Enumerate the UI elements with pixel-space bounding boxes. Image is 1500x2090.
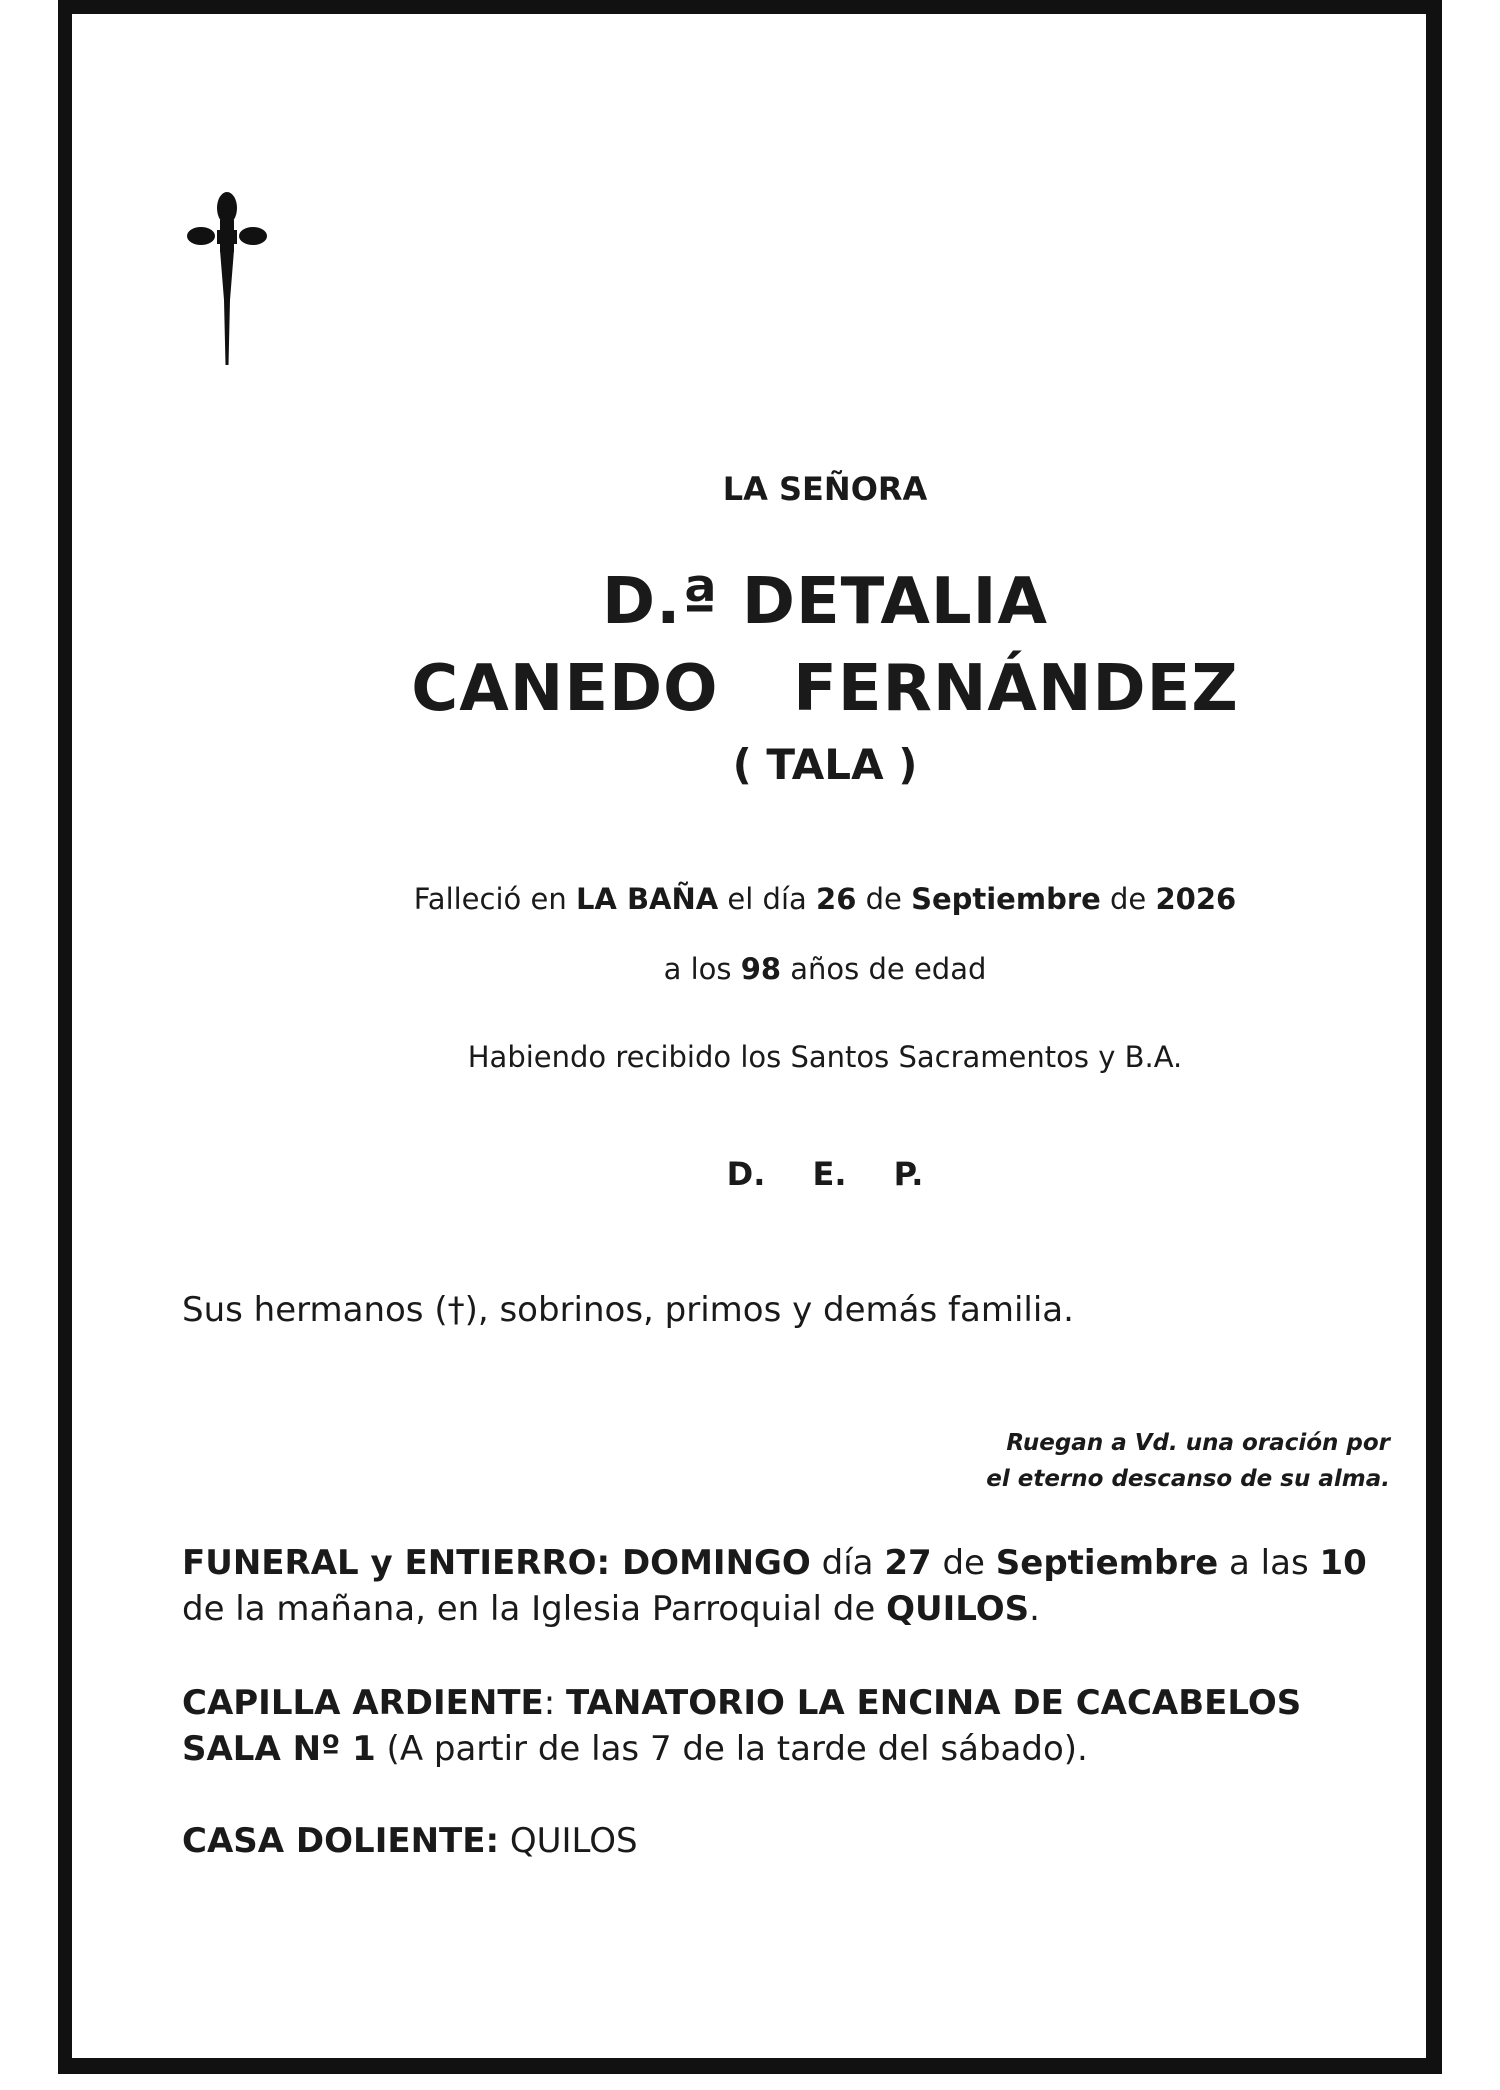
text: de la mañana, en la Iglesia Parroquial de [182,1543,1378,1629]
text: a los [663,952,741,986]
chapel-room: SALA Nº 1 [182,1729,376,1769]
prayer-line-2: el eterno descanso de su alma. [986,1466,1390,1492]
text: de [856,882,912,916]
death-year: 2026 [1155,882,1237,916]
death-day: 26 [816,882,857,916]
chapel-place: TANATORIO LA ENCINA DE CACABELOS [566,1683,1302,1723]
dep-line: D. E. P. [726,1155,924,1193]
prayer-request [986,1425,1390,1497]
deceased-name-first: D.ª DETALIA [602,565,1048,639]
chapel-info [182,1680,1412,1772]
text: día [810,1543,885,1583]
death-info [100,882,1500,916]
death-month: Septiembre [911,882,1101,916]
funeral-info [182,1540,1412,1632]
text: Falleció en [413,882,576,916]
text: . [1029,1589,1040,1629]
heading-la-senora: LA SEÑORA [722,470,928,508]
text: el día [718,882,817,916]
chapel-label: CAPILLA ARDIENTE [182,1683,544,1723]
cross-of-santiago-icon [187,190,267,365]
funeral-day: 27 [884,1543,932,1583]
age-info [100,952,1500,986]
text: : [543,1683,567,1723]
chapel-note: (A partir de las 7 de la tarde del sábado). [375,1729,1088,1769]
age-value: 98 [740,952,782,986]
death-place: LA BAÑA [575,882,719,916]
family-line: Sus hermanos (†), sobrinos, primos y demás familia. [182,1290,1074,1330]
funeral-month: Septiembre [995,1543,1219,1583]
deceased-nickname: ( TALA ) [732,740,918,789]
funeral-hour: 10 [1319,1543,1367,1583]
house-info [182,1818,1412,1864]
text: años de edad [781,952,987,986]
deceased-name-surnames: CANEDO FERNÁNDEZ [411,652,1239,726]
prayer-line-1: Ruegan a Vd. una oración por [1006,1430,1390,1456]
funeral-label: FUNERAL y ENTIERRO: DOMINGO [182,1543,811,1583]
sacraments-line: Habiendo recibido los Santos Sacramentos y B.A. [467,1040,1183,1074]
text: a las [1218,1543,1320,1583]
text: de [1100,882,1156,916]
text: de [931,1543,996,1583]
house-value: QUILOS [499,1821,638,1861]
house-label: CASA DOLIENTE: [182,1821,500,1861]
funeral-place: QUILOS [886,1589,1030,1629]
